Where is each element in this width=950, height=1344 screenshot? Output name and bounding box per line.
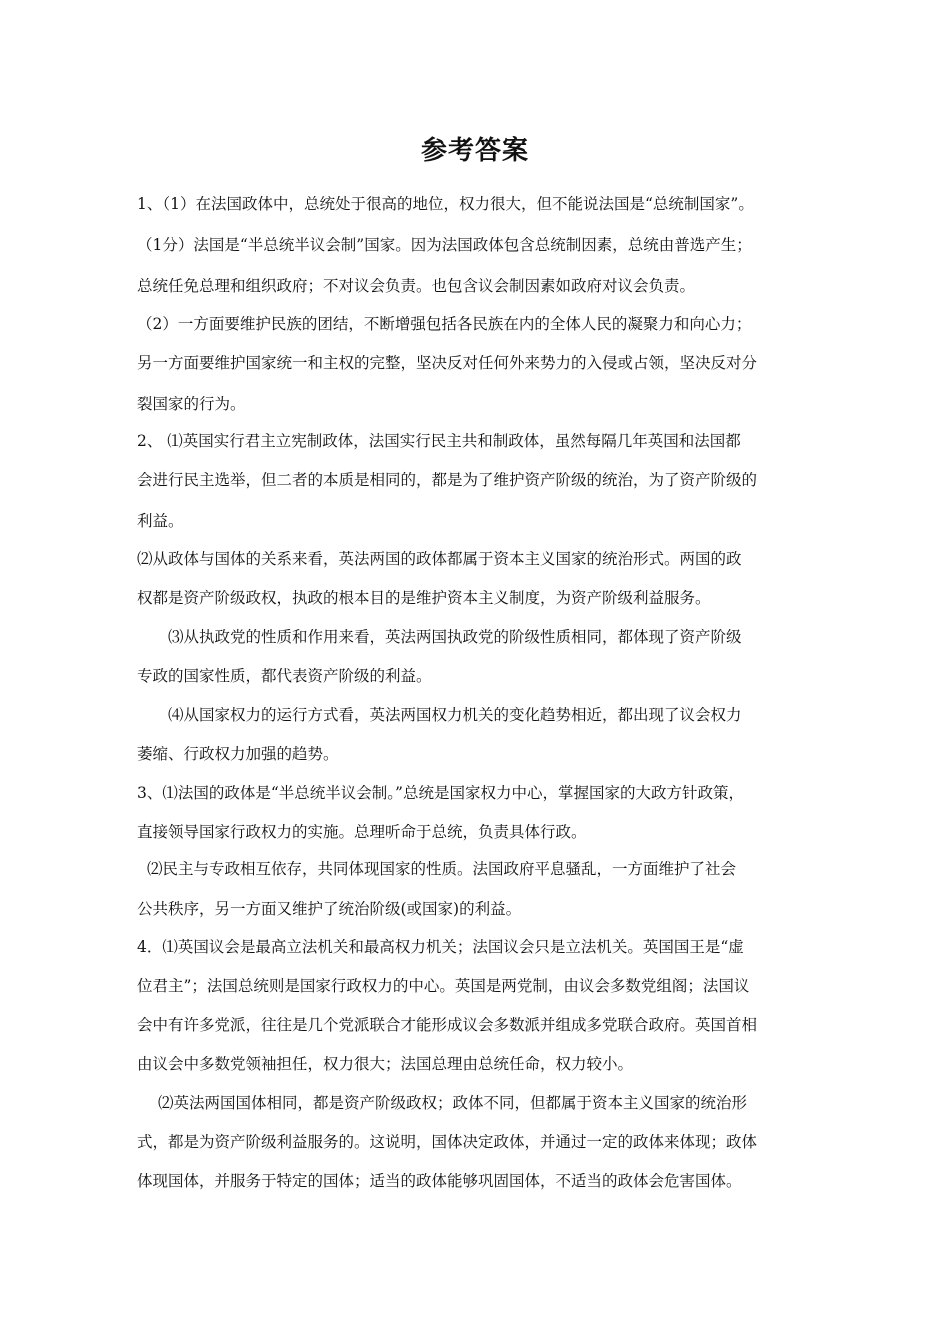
answer-line: ⑵从政体与国体的关系来看，英法两国的政体都属于资本主义国家的统治形式。两国的政 [137, 550, 742, 568]
answer-line: ⑵英法两国国体相同，都是资产阶级政权；政体不同，但都属于资本主义国家的统治形 [158, 1094, 748, 1112]
answer-line: （1分）法国是“半总统半议会制”国家。因为法国政体包含总统制因素，总统由普选产生； [137, 236, 752, 254]
answer-line: 4．⑴英国议会是最高立法机关和最高权力机关；法国议会只是立法机关。英国国王是“虚 [137, 938, 744, 956]
answer-line: 专政的国家性质，都代表资产阶级的利益。 [137, 667, 432, 685]
answer-line: 由议会中多数党领袖担任，权力很大；法国总理由总统任命，权力较小。 [137, 1055, 634, 1073]
answer-line: 1、（1）在法国政体中，总统处于很高的地位，权力很大，但不能说法国是“总统制国家”。 [137, 195, 754, 213]
answer-line: 裂国家的行为。 [137, 395, 246, 413]
answer-line: ⑷从国家权力的运行方式看，英法两国权力机关的变化趋势相近，都出现了议会权力 [168, 706, 742, 724]
answer-line: 利益。 [137, 512, 184, 530]
answer-line: 3、⑴法国的政体是“半总统半议会制。”总统是国家权力中心，掌握国家的大政方针政策， [137, 784, 744, 802]
answer-line: 总统任免总理和组织政府；不对议会负责。也包含议会制因素如政府对议会负责。 [137, 277, 696, 295]
answer-line: （2）一方面要维护民族的团结，不断增强包括各民族在内的全体人民的凝聚力和向心力； [137, 315, 752, 333]
answer-line: 2、 ⑴英国实行君主立宪制政体，法国实行民主共和制政体，虽然每隔几年英国和法国都 [137, 432, 741, 450]
answer-line: 权都是资产阶级政权，执政的根本目的是维护资本主义制度，为资产阶级利益服务。 [137, 589, 711, 607]
answer-line: 会中有许多党派，往往是几个党派联合才能形成议会多数派并组成多党联合政府。英国首相 [137, 1016, 758, 1034]
document-title: 参考答案 [420, 136, 529, 166]
answer-line: 位君主”；法国总统则是国家行政权力的中心。英国是两党制，由议会多数党组阁；法国议 [137, 977, 750, 995]
answer-line: 会进行民主选举，但二者的本质是相同的，都是为了维护资产阶级的统治，为了资产阶级的 [137, 471, 758, 489]
answer-line: 体现国体，并服务于特定的国体；适当的政体能够巩固国体，不适当的政体会危害国体。 [137, 1172, 742, 1190]
answer-line: ⑵民主与专政相互依存，共同体现国家的性质。法国政府平息骚乱，一方面维护了社会 [147, 860, 737, 878]
answer-line: 公共秩序，另一方面又维护了统治阶级(或国家)的利益。 [137, 900, 522, 918]
answer-line: ⑶从执政党的性质和作用来看，英法两国执政党的阶级性质相同，都体现了资产阶级 [168, 628, 742, 646]
answer-line: 另一方面要维护国家统一和主权的完整，坚决反对任何外来势力的入侵或占领，坚决反对分 [137, 354, 758, 372]
answer-line: 式，都是为资产阶级利益服务的。这说明，国体决定政体，并通过一定的政体来体现；政体 [137, 1133, 758, 1151]
answer-line: 直接领导国家行政权力的实施。总理听命于总统，负责具体行政。 [137, 823, 587, 841]
answer-line: 萎缩、行政权力加强的趋势。 [137, 745, 339, 763]
